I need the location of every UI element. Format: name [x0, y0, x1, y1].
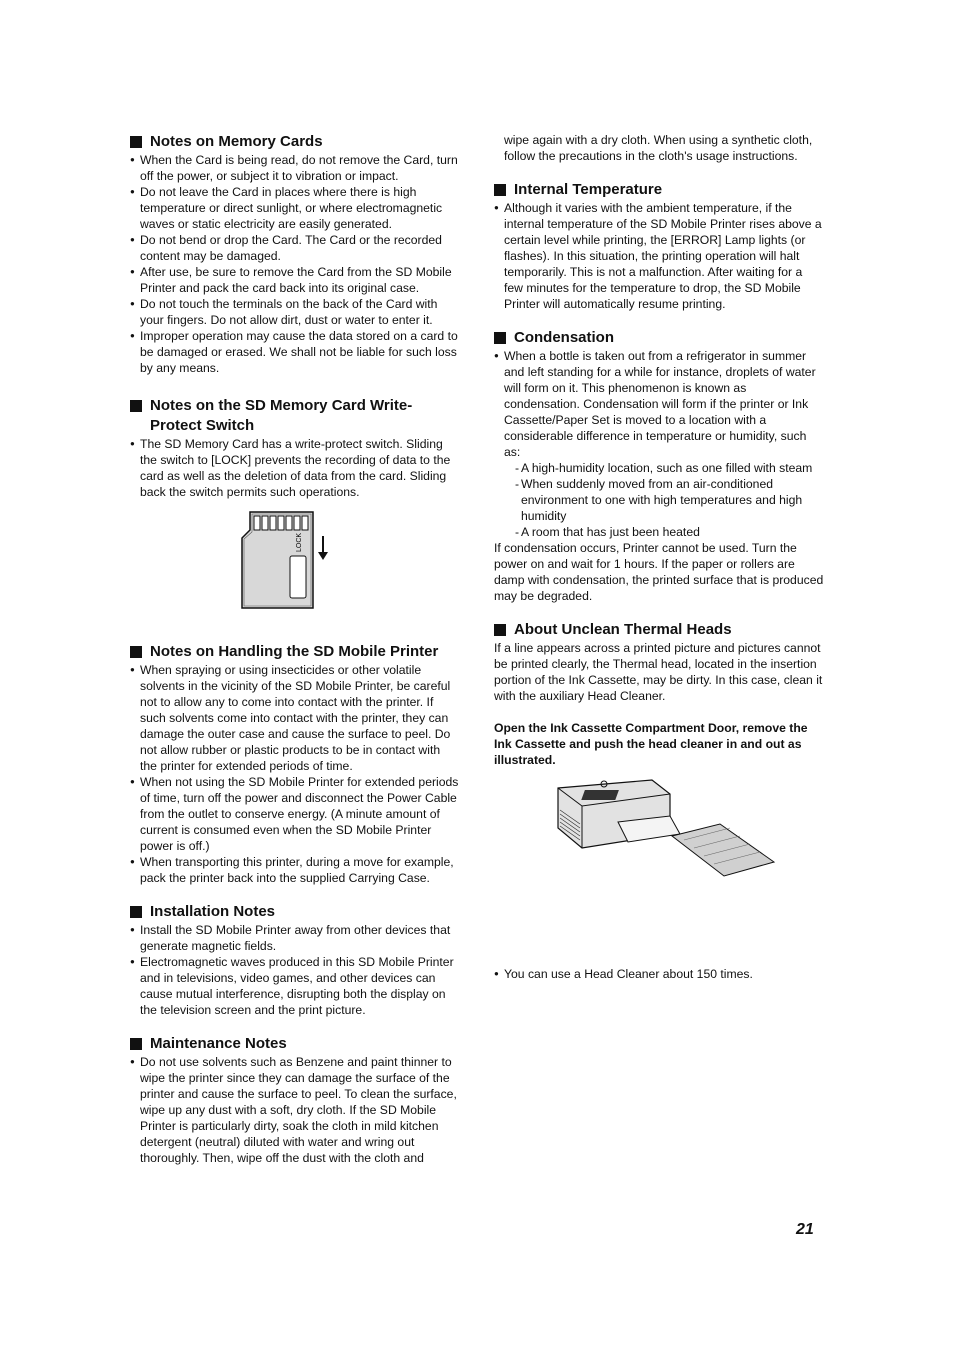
- section-condensation: [494, 328, 824, 604]
- square-bullet-icon: [130, 1038, 142, 1050]
- instruction-text: Open the Ink Cassette Compartment Door, remove the Ink Cassette and push the head cleaner in and out as illustrated.: [494, 721, 808, 767]
- list-item: ● Do not use solvents such as Benzene and paint thinner to wipe the printer since they can damage the surface of the printer and cause the surface to peel. To clean the surface, wipe up any dust with a soft, dry cloth. If the SD Mobile Printer is particularly dirty, soak the cloth in mild kitchen detergent (neutral) diluted with water and wring out thoroughly. Then, wipe off the dust with the cloth and: [130, 1054, 460, 1166]
- bullet-list: [130, 152, 460, 376]
- dash-list: [494, 460, 824, 540]
- section-heading: Notes on Handling the SD Mobile Printer: [130, 642, 460, 662]
- sd-card-illustration: [238, 508, 338, 618]
- bullet-list: [130, 922, 460, 1018]
- list-item: - A room that has just been heated: [516, 524, 824, 540]
- list-item: ● Electromagnetic waves produced in this SD Mobile Printer and in televisions, video games, and other devices can cause mutual interference, disrupting both the display on the television screen and the print picture.: [130, 954, 460, 1018]
- section-memory-cards: [130, 132, 460, 376]
- square-bullet-icon: [494, 624, 506, 636]
- left-column: [130, 132, 460, 1166]
- list-item: ● The SD Memory Card has a write-protect switch. Sliding the switch to [LOCK] prevents the recording of data to the card as well as the deletion of data from the card. Sliding back the switch permits such operations.: [130, 436, 460, 500]
- list-item: - When suddenly moved from an air-conditioned environment to one with high temperatures and high humidity: [516, 476, 824, 524]
- section-heading: Maintenance Notes: [130, 1034, 460, 1054]
- bullet-list: [130, 1054, 460, 1166]
- list-item: ● Improper operation may cause the data stored on a card to be damaged or erased. We shall not be liable for such loss by any means.: [130, 328, 460, 376]
- square-bullet-icon: [494, 332, 506, 344]
- section-internal-temperature: [494, 180, 824, 312]
- square-bullet-icon: [130, 646, 142, 658]
- list-item: ● Although it varies with the ambient temperature, if the internal temperature of the SD Mobile Printer rises above a certain level while printing, the [ERROR] Lamp lights (or flashes). In this situation, the printing operation will halt temporarily. This is not a malfunction. After waiting for a few minutes for the temperature to drop, the SD Mobile Printer will automatically resume printing.: [494, 200, 824, 312]
- list-item: ● When transporting this printer, during a move for example, pack the printer back into the supplied Carrying Case.: [130, 854, 460, 886]
- list-item: ● Do not leave the Card in places where there is high temperature or direct sunlight, or where electromagnetic waves or static electricity are easily generated.: [130, 184, 460, 232]
- square-bullet-icon: [130, 400, 142, 412]
- right-column: [494, 132, 824, 982]
- bullet-list: [130, 436, 460, 500]
- list-item: ● Install the SD Mobile Printer away from other devices that generate magnetic fields.: [130, 922, 460, 954]
- section-heading: Notes on Memory Cards: [130, 132, 460, 152]
- bullet-list: [494, 200, 824, 312]
- square-bullet-icon: [130, 136, 142, 148]
- list-item: - A high-humidity location, such as one filled with steam: [516, 460, 824, 476]
- paragraph: If a line appears across a printed picture and pictures cannot be printed clearly, the Thermal head, located in the insertion portion of the Ink Cassette, may be dirty. In this case, clean it with the auxiliary Head Cleaner.: [494, 641, 823, 703]
- bullet-list: [130, 662, 460, 886]
- list-item: ● When not using the SD Mobile Printer for extended periods of time, turn off the power and disconnect the Power Cable from the outlet to conserve energy. (A minute amount of current is consumed even when the SD Mobile Printer power is off.): [130, 774, 460, 854]
- continued-text: wipe again with a dry cloth. When using a synthetic cloth, follow the precautions in the cloth's usage instructions.: [504, 133, 813, 163]
- list-item: ● When spraying or using insecticides or other volatile solvents in the vicinity of the SD Mobile Printer, be careful not to allow any to come into contact with the printer. If such solvents come into contact with the printer, they can damage the outer case and cause the surface to peel. Do not allow rubber or plastic products to be in contact with the printer for extended periods of time.: [130, 662, 460, 774]
- section-heading: Internal Temperature: [494, 180, 824, 200]
- section-thermal-heads: [494, 620, 824, 982]
- section-handling: [130, 642, 460, 886]
- section-write-protect: [130, 396, 460, 618]
- paragraph: If condensation occurs, Printer cannot be used. Turn the power on and wait for 1 hours. If the paper or rollers are damp with condensation, the printed surface that is produced may be degraded.: [494, 541, 824, 603]
- list-item: ● After use, be sure to remove the Card from the SD Mobile Printer and pack the card back into its original case.: [130, 264, 460, 296]
- bullet-list: [494, 966, 824, 982]
- head-cleaner-illustration: [552, 776, 782, 886]
- page-number: 21: [796, 1221, 814, 1238]
- square-bullet-icon: [494, 184, 506, 196]
- list-item: ● When the Card is being read, do not remove the Card, turn off the power, or subject it to vibration or impact.: [130, 152, 460, 184]
- lock-label: LOCK: [296, 532, 303, 552]
- list-item: ● Do not bend or drop the Card. The Card or the recorded content may be damaged.: [130, 232, 460, 264]
- list-item: ● You can use a Head Cleaner about 150 times.: [494, 966, 824, 982]
- square-bullet-icon: [130, 906, 142, 918]
- list-item: ● Do not touch the terminals on the back of the Card with your fingers. Do not allow dirt, dust or water to enter it.: [130, 296, 460, 328]
- section-heading: Installation Notes: [130, 902, 460, 922]
- section-installation: [130, 902, 460, 1018]
- section-heading: Notes on the SD Memory Card Write-Protect Switch: [130, 396, 460, 436]
- section-heading: About Unclean Thermal Heads: [494, 620, 824, 640]
- bullet-list: [494, 348, 824, 460]
- list-item: ● When a bottle is taken out from a refrigerator in summer and left standing for a while for instance, droplets of water will form on it. This phenomenon is known as condensation. Condensation will form if the printer or Ink Cassette/Paper Set is moved to a location with a considerable difference in temperature or humidity, such as:: [494, 348, 824, 460]
- section-maintenance: [130, 1034, 460, 1166]
- section-heading: Condensation: [494, 328, 824, 348]
